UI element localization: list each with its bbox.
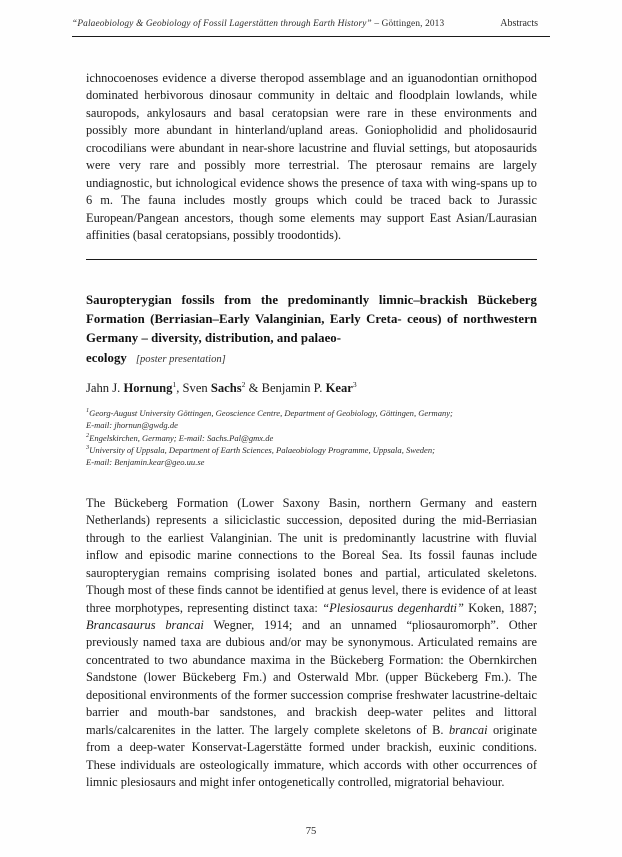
author-family-name: Kear [325,380,353,395]
author-given-name: Sven [182,380,211,395]
taxon-abbrev-genus: B. [432,722,449,737]
running-head [72,18,550,29]
author-separator: & [245,380,262,395]
abstract-body-part-4: originate from a deep-water Konservat-Lagerstätte formed under brackish, euxinic conditions. These individuals are osteologically immature, which accords with other occurrences of limnic plesiosaurs and might infer ontogenetically controlled, migratorial behaviour. [86,722,537,790]
taxon-name-plesiosaurus-degenhardti: “Plesiosaurus degenhardti” [322,600,464,615]
abstract-title-line-1: Sauropterygian fossils from the predominantly limnic–brackish [86,292,468,307]
author-entry [86,381,176,395]
abstract-title-last-line [86,349,537,369]
running-head-venue: – Göttingen, 2013 [371,19,445,29]
abstract-body [86,495,537,792]
author-given-name: Benjamin P. [261,380,326,395]
affiliation-item [86,432,537,444]
author-entry [183,381,246,395]
author-affiliation-marker: 1 [172,379,177,389]
abstract-title-line-4: ecology [86,350,127,365]
taxon-name-brancasaurus-brancai: Brancasaurus brancai [86,618,204,633]
abstract-body-part-3: Wegner, 1914; and an unnamed “pliosauromorph”. Other previously named taxa are dubious and/or may be synonymous. Articulated remains are concentrated to two abundance maxima in the Bückeberg Formation: the Obernkirchen Sandstone (lower Bückeberg Fm.) and Osterwald Mbr. (upper Bückeberg Fm.). The depositional environments of the former succession comprise freshwater lacustrine-deltaic barrier and mouth-bar sandstones, and brackish deep-water pelites and littoral marls/calcarenites in the latter. The largely complete skeletons of [86,618,538,737]
author-family-name: Sachs [210,380,242,395]
page-number: 75 [305,826,317,837]
affiliation-text: University of Uppsala, Department of Earth Sciences, Palaeobiology Programme, Uppsala, Sweden; [89,445,435,456]
abstract-body-part-1: The Bückeberg Formation (Lower Saxony Basin, northern Germany and eastern Netherlands) represents a siliciclastic succession, deposited during the mid-Berriasian through to the earliest Valanginian. The unit is predominantly lacustrine with fluvial inflow and episodic marine connections to the Boreal Sea. Its fossil faunas include sauropterygian remains comprising isolated bones and partial, articulated skeletons. Though most of these finds cannot be identified at genus level, there is evidence of at least three morphotypes, representing distinct taxa: [86,495,537,615]
author-given-name: Jahn J. [86,380,124,395]
affiliation-text: Georg-August University Göttingen, Geoscience Centre, Department of Geobiology, Göttingen, Germany; [89,407,453,418]
author-separator: , [176,380,183,395]
taxon-species-brancai: brancai [448,722,488,737]
affiliation-item [86,444,537,456]
abstract-separator-rule [86,259,537,260]
abstract-entry [86,291,537,792]
affiliation-email: E-mail: Benjamin.kear@geo.uu.se [86,457,205,468]
affiliation-marker: 3 [86,444,90,452]
author-entry [262,381,357,395]
text-column [86,70,537,792]
affiliation-email: E-mail: jhornun@gwdg.de [86,420,178,431]
abstract-body-part-2: Koken, 1887; [463,600,537,615]
affiliation-text: Engelskirchen, Germany; E-mail: Sachs.Pal@gmx.de [89,432,274,443]
author-affiliation-marker: 2 [241,379,246,389]
affiliation-marker: 2 [86,431,90,439]
author-list [86,380,537,396]
abstract-title-line-2: Bückeberg Formation (Berriasian–Early Valanginian, Early Creta- [86,292,537,326]
affiliation-marker: 1 [86,406,90,414]
author-family-name: Hornung [123,380,173,395]
affiliation-list [86,407,537,469]
continued-abstract-paragraph: ichnocoenoses evidence a diverse theropod assemblage and an iguanodontian ornithopod dominated herbivorous dinosaur community in deltaic and floodplain lowlands, while sauropods, ankylosaurs and basal ceratopsian were rare in these environments and possibly more abundant in hinterland/upland areas. Goniopholidid and pholidosaurid crocodilians were abundant in near-shore lacustrine and fluvial settings, but atoposaurids were very rare and possibly more terrestrial. The pterosaur remains are largely undiagnostic, but ichnological evidence shows the presence of taxa with wing-spans up to 6 m. The fauna includes mostly groups which could be traced back to Jurassic European/Pangean ancestors, though some elements may support East Asian/Laurasian affinities (basal ceratopsians, possibly troodontids). [86,71,537,243]
header-rule [72,36,550,37]
running-head-section: Abstracts [500,18,538,29]
affiliation-item [86,407,537,419]
presentation-type-label: [poster presentation] [135,353,226,365]
running-head-title: “Palaeobiology & Geobiology of Fossil Lagerstätten through Earth History” – Göttingen, 2013 [72,19,445,29]
abstract-title-line-3: ceous) of northwestern Germany – diversity, distribution, and palaeo- [86,311,537,346]
abstract-title [86,291,537,369]
author-affiliation-marker: 3 [352,379,357,389]
